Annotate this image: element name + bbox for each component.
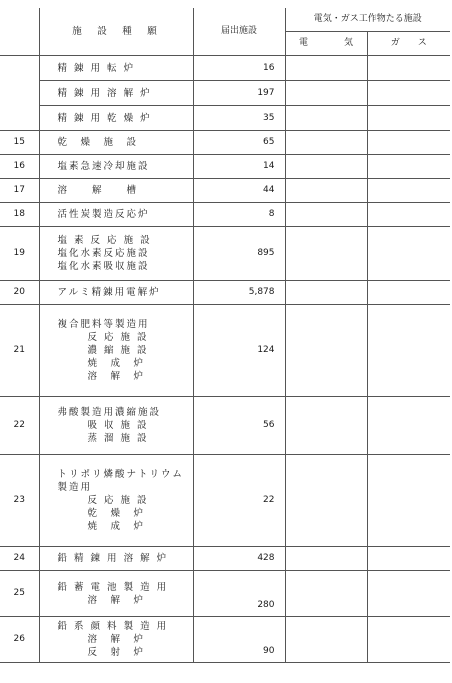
facility-line: 複合肥料等製造用 [57,319,150,330]
electric-cell [285,455,367,547]
notified-count: 5,878 [193,281,285,305]
notified-count: 8 [193,203,285,227]
facility-name [39,203,193,227]
header-facility-type: 施 設 種 願 [39,8,193,55]
notified-count: 16 [193,56,285,81]
row-number: 16 [0,155,39,179]
row-number: 21 [0,305,39,397]
facility-name [39,571,193,617]
row-number: 18 [0,203,39,227]
notified-count: 280 [193,571,285,617]
electric-cell [285,227,367,281]
notified-count: 35 [193,106,285,131]
facility-name [39,131,193,155]
facility-line: 製造用 [57,482,93,493]
facility-name [39,397,193,455]
notified-count: 124 [193,305,285,397]
header-notified: 届出施設 [193,8,285,55]
notified-count: 90 [193,617,285,663]
electric-cell [285,179,367,203]
notified-count: 22 [193,455,285,547]
electric-cell [285,547,367,571]
notified-count: 44 [193,179,285,203]
gas-cell [367,131,450,155]
electric-cell [285,397,367,455]
electric-cell [285,131,367,155]
facility-table [0,8,450,56]
row-number: 26 [0,617,39,663]
facility-line: 溶 解 槽 [57,185,139,196]
row-number: 20 [0,281,39,305]
gas-cell [367,547,450,571]
facility-name [39,455,193,547]
electric-cell [285,106,367,131]
gas-cell [367,179,450,203]
table-row [0,179,450,203]
gas-cell [367,227,450,281]
facility-name [39,81,193,106]
facility-line: 鉛 精 錬 用 溶 解 炉 [57,553,169,564]
facility-rows [0,55,450,663]
facility-line: 弗酸製造用濃縮施設 [57,407,162,418]
gas-cell [367,56,450,81]
notified-count: 428 [193,547,285,571]
facility-name [39,56,193,81]
facility-line: 焼 成 炉 [87,358,146,369]
row-number: 24 [0,547,39,571]
facility-line: 精 錬 用 乾 燥 炉 [57,112,152,124]
facility-line: 反 応 施 設 [87,332,149,343]
row-number [0,106,39,131]
electric-cell [285,81,367,106]
table-row [0,571,450,617]
facility-line: 濃 縮 施 設 [87,345,149,356]
facility-name [39,305,193,397]
header-gas: ガ ス [367,31,450,55]
table-row [0,305,450,397]
table-row [0,81,450,106]
facility-line: 溶 解 炉 [87,371,146,382]
facility-name [39,547,193,571]
row-number [0,81,39,106]
gas-cell [367,81,450,106]
table-row [0,397,450,455]
gas-cell [367,155,450,179]
notified-count: 56 [193,397,285,455]
table-row [0,547,450,571]
facility-line: アルミ精錬用電解炉 [57,287,161,298]
notified-count: 14 [193,155,285,179]
table-row [0,203,450,227]
facility-line: 塩 素 反 応 施 設 [57,235,152,246]
facility-line: 精 錬 用 転 炉 [57,62,136,74]
facility-line: 吸 収 施 設 [87,420,149,431]
table-row [0,281,450,305]
facility-line: 塩化水素吸収施設 [57,261,150,272]
electric-cell [285,155,367,179]
facility-line: 反 射 炉 [87,647,146,658]
facility-line: 焼 成 炉 [87,521,146,532]
electric-cell [285,571,367,617]
facility-line: 溶 解 炉 [87,634,146,645]
gas-cell [367,397,450,455]
electric-cell [285,56,367,81]
facility-line: 鉛 蓄 電 池 製 造 用 [57,581,169,593]
facility-name [39,227,193,281]
gas-cell [367,305,450,397]
gas-cell [367,617,450,663]
row-number: 23 [0,455,39,547]
facility-name [39,617,193,663]
table-row [0,455,450,547]
table-row [0,227,450,281]
electric-cell [285,617,367,663]
electric-cell [285,281,367,305]
header-gas-works: 電気・ガス工作物たる施設 [285,8,450,31]
header-number-cell [0,8,39,55]
facility-line: 蒸 溜 施 設 [87,433,149,444]
facility-line: 塩素急速冷却施設 [57,161,150,172]
row-number: 15 [0,131,39,155]
row-number: 17 [0,179,39,203]
facility-line: 溶 解 炉 [87,594,146,606]
facility-name [39,155,193,179]
gas-cell [367,106,450,131]
gas-cell [367,203,450,227]
facility-line: 活性炭製造反応炉 [57,209,150,220]
gas-cell [367,571,450,617]
table-row [0,131,450,155]
facility-name [39,106,193,131]
gas-cell [367,455,450,547]
header-electric: 電 気 [285,31,367,55]
notified-count: 65 [193,131,285,155]
gas-cell [367,281,450,305]
table-row [0,617,450,663]
facility-line: 反 応 施 設 [87,495,149,506]
facility-line: トリポリ燐酸ナトリウム [57,469,184,480]
notified-count: 197 [193,81,285,106]
facility-name [39,179,193,203]
facility-line: 塩化水素反応施設 [57,248,150,259]
row-number: 19 [0,227,39,281]
notified-count: 895 [193,227,285,281]
row-number [0,56,39,81]
table-row [0,106,450,131]
electric-cell [285,305,367,397]
facility-line: 精 錬 用 溶 解 炉 [57,87,152,99]
facility-line: 乾 燥 炉 [87,508,146,519]
electric-cell [285,203,367,227]
table-row [0,56,450,81]
table-row [0,155,450,179]
facility-line: 乾 燥 施 設 [57,137,139,148]
facility-line: 鉛 系 顔 料 製 造 用 [57,621,169,632]
facility-name [39,281,193,305]
row-number: 22 [0,397,39,455]
row-number: 25 [0,571,39,617]
